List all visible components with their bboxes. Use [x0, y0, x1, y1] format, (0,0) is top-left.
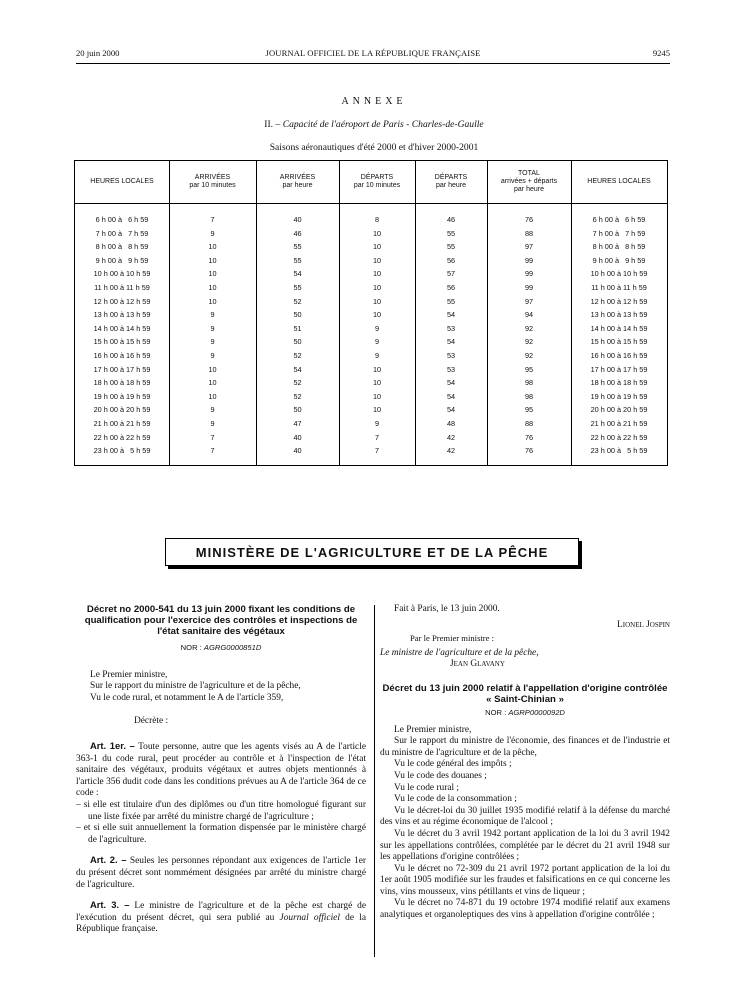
time-range-cell: 6 h 00 à 6 h 59 — [95, 215, 149, 224]
table-row — [75, 444, 667, 457]
article-1 — [76, 740, 366, 800]
time-range-cell: 22 h 00 à 22 h 59 — [93, 432, 151, 442]
table-cell: 8 — [374, 215, 380, 224]
table-cell: 88 — [524, 419, 534, 428]
table-cell: 9 — [210, 337, 215, 347]
table-row — [75, 390, 667, 403]
table-cell: 10 — [372, 296, 382, 306]
table-row — [75, 308, 667, 321]
article-3-text-end: de la République française. — [76, 912, 367, 935]
table-header-cell — [487, 161, 571, 203]
table-row — [75, 213, 667, 226]
preamble-paragraph: Le Premier ministre, — [394, 724, 472, 735]
table-cell: 55 — [446, 228, 456, 238]
table-header-line: arrivées + départs — [500, 178, 558, 185]
article-1-text: Toute personne, autre que les agents visés au A de l'article 363-1 du code rural, peut procéder au contrôle et à l'inspection de l'état sanitaire des végétaux, produits végétaux et autres objets mentionnés à l'article 356 dudit code dans les conditions prévues au A de l'article 364 de ce code : — [76, 741, 366, 799]
table-cell: 92 — [524, 337, 534, 347]
time-range-cell: 7 h 00 à 7 h 59 — [95, 228, 149, 238]
table-cell: 46 — [293, 228, 302, 238]
nor-code: AGRG0000851D — [203, 643, 262, 652]
preamble-paragraph: Vu le décret no 72-309 du 21 avril 1972 portant application de la loi du 1er août 1905 modifiée sur les fraudes et falsifications en ce qui concerne les vins, vins mousseux, vins pétillants et vins de liqueur ; — [380, 863, 670, 897]
table-cell: 54 — [446, 405, 456, 415]
table-cell: 97 — [524, 296, 534, 306]
table-cell: 55 — [446, 242, 456, 252]
table-cell: 54 — [446, 337, 456, 347]
time-range-cell: 21 h 00 à 21 h 59 — [93, 419, 151, 428]
time-range-cell: 15 h 00 à 15 h 59 — [590, 337, 648, 347]
left-column — [76, 604, 366, 936]
time-range-cell: 21 h 00 à 21 h 59 — [590, 419, 648, 428]
table-cell: 54 — [446, 310, 456, 320]
time-range-cell: 11 h 00 à 11 h 59 — [94, 283, 150, 292]
time-range-cell: 18 h 00 à 18 h 59 — [93, 378, 151, 388]
table-cell: 55 — [293, 283, 302, 292]
time-range-cell: 16 h 00 à 16 h 59 — [93, 351, 151, 360]
time-range-cell: 8 h 00 à 8 h 59 — [592, 242, 646, 252]
preamble-paragraph: Vu le code des douanes ; — [394, 770, 487, 781]
table-cell: 99 — [524, 283, 534, 292]
table-cell: 9 — [374, 323, 380, 333]
par-premier-ministre: Par le Premier ministre : — [410, 633, 495, 644]
table-cell: 51 — [293, 323, 302, 333]
table-cell: 9 — [374, 351, 380, 360]
decrete: Décrète : — [134, 716, 169, 727]
table-cell: 99 — [524, 255, 534, 265]
time-range-cell: 18 h 00 à 18 h 59 — [590, 378, 648, 388]
table-cell: 57 — [446, 269, 456, 279]
table-header-rule — [75, 203, 667, 204]
table-row — [75, 335, 667, 348]
decree-541-title: Décret no 2000-541 du 13 juin 2000 fixant les conditions de qualification pour l'exercice des contrôles et inspections de l'état sanitaire des végétaux — [84, 604, 358, 637]
table-cell: 56 — [446, 255, 456, 265]
table-cell: 10 — [372, 364, 382, 374]
table-cell: 10 — [208, 242, 217, 252]
right-preamble — [380, 725, 670, 922]
time-range-cell: 14 h 00 à 14 h 59 — [590, 323, 648, 333]
table-row — [75, 376, 667, 389]
table-cell: 40 — [293, 432, 302, 442]
table-cell: 92 — [524, 323, 534, 333]
annex-seasons: Saisons aéronautiques d'été 2000 et d'hiver 2000-2001 — [269, 142, 479, 153]
signature-jospin: Lionel Jospin — [617, 619, 670, 630]
column-divider — [374, 605, 375, 957]
table-cell: 9 — [210, 323, 215, 333]
time-range-cell: 15 h 00 à 15 h 59 — [93, 337, 151, 347]
header-rule — [76, 63, 670, 64]
table-cell: 50 — [293, 405, 302, 415]
preamble-paragraph: Vu le décret-loi du 30 juillet 1935 modifié relatif à la défense du marché des vins et au régime économique de l'alcool ; — [380, 805, 670, 828]
table-row — [75, 227, 667, 240]
page-number: 9245 — [652, 48, 670, 58]
table-cell: 55 — [293, 242, 302, 252]
table-cell: 7 — [374, 432, 380, 442]
table-cell: 10 — [208, 296, 217, 306]
table-cell: 10 — [372, 269, 382, 279]
table-cell: 48 — [446, 419, 456, 428]
table-cell: 10 — [372, 283, 382, 292]
table-cell: 94 — [524, 310, 534, 320]
table-cell: 53 — [446, 351, 456, 360]
table-header-cell — [256, 161, 339, 203]
table-cell: 54 — [446, 378, 456, 388]
table-cell: 92 — [524, 351, 534, 360]
table-row — [75, 363, 667, 376]
table-cell: 56 — [446, 283, 456, 292]
issue-date: 20 juin 2000 — [76, 48, 120, 58]
table-cell: 7 — [374, 446, 380, 456]
table-header-cell — [169, 161, 256, 203]
time-range-cell: 10 h 00 à 10 h 59 — [590, 269, 648, 279]
journal-officiel-ref: Journal officiel — [279, 912, 340, 923]
table-cell: 40 — [293, 446, 302, 456]
time-range-cell: 23 h 00 à 5 h 59 — [590, 446, 648, 456]
running-header — [76, 48, 670, 62]
table-row — [75, 254, 667, 267]
time-range-cell: 17 h 00 à 17 h 59 — [93, 364, 151, 374]
table-cell: 52 — [293, 391, 302, 401]
time-range-cell: 23 h 00 à 5 h 59 — [93, 446, 151, 456]
time-range-cell: 9 h 00 à 9 h 59 — [95, 255, 149, 265]
article-3 — [76, 899, 366, 936]
preamble-paragraph: Vu le code rural ; — [394, 782, 460, 793]
time-range-cell: 10 h 00 à 10 h 59 — [93, 269, 151, 279]
table-row — [75, 417, 667, 430]
table-cell: 10 — [208, 269, 217, 279]
table-cell: 98 — [524, 378, 534, 388]
table-header-line: TOTAL — [518, 170, 540, 177]
table-cell: 95 — [524, 405, 534, 415]
table-cell: 55 — [446, 296, 456, 306]
article-1-condition-1: – si elle est titulaire d'un des diplômes ou d'un titre homologué figurant sur une liste fixée par arrêté du ministre chargé de l'agriculture ; — [76, 799, 366, 822]
table-cell: 10 — [372, 310, 382, 320]
table-header-line: par heure — [514, 186, 544, 193]
table-cell: 10 — [372, 378, 382, 388]
table-cell: 42 — [446, 446, 456, 456]
table-cell: 98 — [524, 391, 534, 401]
decree-saint-chinian-title: Décret du 13 juin 2000 relatif à l'appellation d'origine contrôlée « Saint-Chinian » — [382, 682, 668, 705]
table-row — [75, 281, 667, 294]
table-cell: 97 — [524, 242, 534, 252]
time-range-cell: 8 h 00 à 8 h 59 — [95, 242, 149, 252]
table-cell: 9 — [210, 310, 215, 320]
table-row — [75, 403, 667, 416]
table-cell: 54 — [293, 364, 302, 374]
table-cell: 50 — [293, 337, 302, 347]
minister-title: Le ministre de l'agriculture et de la pêche, — [380, 647, 539, 658]
preamble-premier-ministre: Le Premier ministre, — [90, 669, 168, 680]
annex-subtitle-text: Capacité de l'aéroport de Paris - Charles-de-Gaulle — [282, 119, 484, 130]
preamble-paragraph: Vu le décret du 3 avril 1942 portant application de la loi du 3 avril 1942 sur les appellations contrôlées, complétée par le décret du 21 avril 1948 sur les appellations d'origine contrôlées ; — [380, 828, 670, 863]
time-range-cell: 12 h 00 à 12 h 59 — [590, 296, 648, 306]
annex-subtitle-number: II. – — [264, 119, 281, 130]
time-range-cell: 22 h 00 à 22 h 59 — [590, 432, 648, 442]
table-header-cell — [415, 161, 487, 203]
table-cell: 10 — [372, 405, 382, 415]
table-header-line: par 10 minutes — [353, 182, 401, 189]
time-range-cell: 16 h 00 à 16 h 59 — [590, 351, 648, 360]
annex-title: ANNEXE — [341, 96, 407, 107]
nor-label: NOR : — [180, 643, 202, 652]
table-cell: 9 — [210, 351, 215, 360]
time-range-cell: 6 h 00 à 6 h 59 — [592, 215, 646, 224]
ministry-banner: MINISTÈRE DE L'AGRICULTURE ET DE LA PÊCHE — [165, 538, 579, 566]
time-range-cell: 7 h 00 à 7 h 59 — [592, 228, 646, 238]
table-header-line: HEURES LOCALES — [90, 178, 154, 185]
table-cell: 9 — [210, 228, 215, 238]
table-cell: 10 — [208, 391, 217, 401]
table-header-line: par heure — [282, 182, 313, 189]
table-cell: 10 — [208, 364, 217, 374]
table-header-line: par 10 minutes — [189, 182, 236, 189]
table-row — [75, 322, 667, 335]
table-cell: 52 — [293, 296, 302, 306]
article-2-label: Art. 2. – — [90, 854, 127, 866]
table-cell: 10 — [208, 378, 217, 388]
signature-glavany: Jean Glavany — [450, 659, 505, 670]
table-cell: 10 — [372, 228, 382, 238]
nor-code: AGRP0000092D — [508, 707, 565, 717]
journal-title: JOURNAL OFFICIEL DE LA RÉPUBLIQUE FRANÇAISE — [265, 48, 481, 58]
table-cell: 88 — [524, 228, 534, 238]
table-cell: 47 — [293, 419, 302, 428]
decree-541-nor — [76, 642, 366, 654]
article-3-label: Art. 3. – — [90, 899, 130, 911]
table-row — [75, 349, 667, 362]
preamble-code-rural: Vu le code rural, et notamment le A de l'article 359, — [90, 692, 284, 703]
time-range-cell: 9 h 00 à 9 h 59 — [592, 255, 646, 265]
table-cell: 42 — [446, 432, 456, 442]
table-header-line: HEURES LOCALES — [587, 178, 651, 185]
table-row — [75, 240, 667, 253]
time-range-cell: 17 h 00 à 17 h 59 — [590, 364, 648, 374]
table-cell: 7 — [210, 432, 215, 442]
preamble-paragraph: Vu le décret no 74-871 du 19 octobre 1974 modifié relatif aux examens analytiques et organoleptiques des vins à appellation d'origine contrôlée ; — [380, 898, 670, 921]
table-cell: 9 — [374, 337, 380, 347]
annex-subtitle — [0, 119, 748, 130]
right-column — [380, 604, 670, 922]
table-header-line: par heure — [436, 182, 466, 189]
preamble-paragraph: Vu le code général des impôts ; — [394, 759, 512, 770]
table-cell: 76 — [524, 446, 534, 456]
table-cell: 50 — [293, 310, 302, 320]
table-header-line: ARRIVÉES — [194, 174, 231, 181]
table-cell: 10 — [208, 283, 217, 292]
decree-saint-chinian-nor — [380, 707, 670, 719]
table-cell: 10 — [372, 391, 382, 401]
table-cell: 9 — [374, 419, 380, 428]
table-header-cell — [75, 161, 169, 203]
table-cell: 7 — [210, 215, 215, 224]
table-cell: 95 — [524, 364, 534, 374]
table-cell: 46 — [446, 215, 456, 224]
time-range-cell: 13 h 00 à 13 h 59 — [590, 310, 648, 320]
fait-a-paris: Fait à Paris, le 13 juin 2000. — [394, 604, 500, 614]
table-row — [75, 267, 667, 280]
article-1-condition-2: – et si elle suit annuellement la formation dispensée par le ministère chargé de l'agriculture. — [76, 823, 366, 845]
article-3-text: Le ministre de l'agriculture et de la pêche est chargé de l'exécution du présent décret, qui sera publié au — [76, 901, 367, 923]
preamble-paragraph: Vu le code de la consommation ; — [394, 794, 517, 805]
table-cell: 10 — [208, 255, 217, 265]
table-cell: 53 — [446, 323, 456, 333]
time-range-cell: 19 h 00 à 19 h 59 — [93, 391, 151, 401]
table-header-cell — [571, 161, 667, 203]
preamble-rapport: Sur le rapport du ministre de l'agriculture et de la pêche, — [90, 681, 301, 692]
article-1-label: Art. 1er. – — [90, 739, 135, 751]
table-cell: 76 — [524, 215, 534, 224]
table-cell: 7 — [210, 446, 215, 456]
time-range-cell: 13 h 00 à 13 h 59 — [93, 310, 151, 320]
time-range-cell: 19 h 00 à 19 h 59 — [590, 391, 648, 401]
table-cell: 10 — [372, 242, 382, 252]
table-cell: 54 — [293, 269, 302, 279]
table-cell: 99 — [524, 269, 534, 279]
table-cell: 40 — [293, 215, 302, 224]
table-cell: 9 — [210, 405, 215, 415]
article-2-text: Seules les personnes répondant aux exigences de l'article 1er du présent décret sont nommément désignées par arrêté du ministre chargé de l'agriculture. — [76, 856, 366, 890]
nor-label: NOR : — [485, 707, 507, 717]
time-range-cell: 20 h 00 à 20 h 59 — [590, 405, 648, 415]
table-cell: 55 — [293, 255, 302, 265]
table-header-line: DÉPARTS — [360, 174, 394, 181]
table-cell: 52 — [293, 378, 302, 388]
table-cell: 53 — [446, 364, 456, 374]
time-range-cell: 11 h 00 à 11 h 59 — [591, 283, 647, 292]
time-range-cell: 14 h 00 à 14 h 59 — [93, 323, 151, 333]
table-cell: 76 — [524, 432, 534, 442]
article-2 — [76, 854, 366, 891]
time-range-cell: 12 h 00 à 12 h 59 — [93, 296, 151, 306]
table-header-line: DÉPARTS — [434, 174, 468, 181]
capacity-table — [74, 160, 668, 466]
table-cell: 9 — [210, 419, 215, 428]
table-row — [75, 295, 667, 308]
table-cell: 10 — [372, 255, 382, 265]
table-cell: 52 — [293, 351, 302, 360]
table-cell: 54 — [446, 391, 456, 401]
time-range-cell: 20 h 00 à 20 h 59 — [93, 405, 151, 415]
table-row — [75, 431, 667, 444]
table-header-line: ARRIVÉES — [279, 174, 316, 181]
preamble-paragraph: Sur le rapport du ministre de l'économie, des finances et de l'industrie et du ministre de l'agriculture et de la pêche, — [380, 736, 670, 758]
table-header-cell — [339, 161, 415, 203]
